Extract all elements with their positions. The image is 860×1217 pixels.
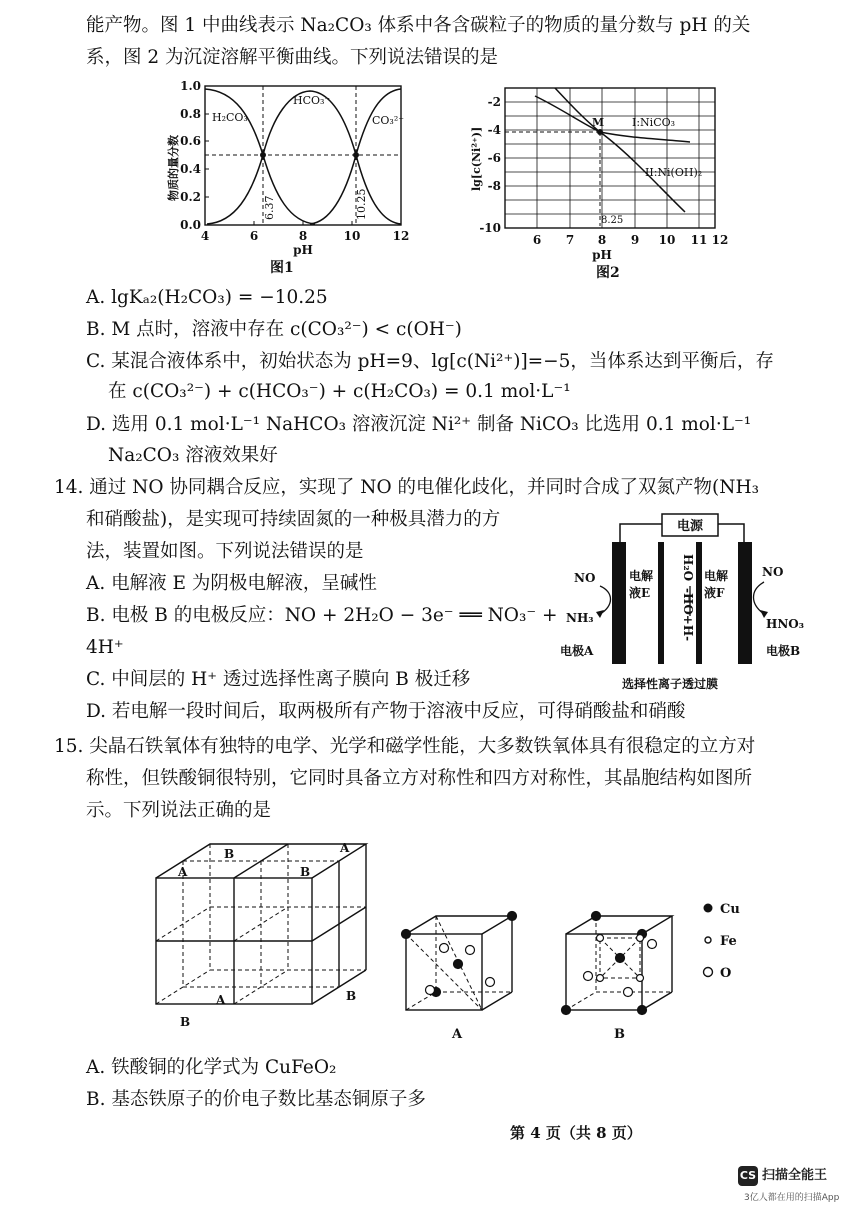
- fig2-ytick: -2: [487, 95, 501, 109]
- fig2-xtick: 11: [690, 233, 708, 247]
- fig2-xtick: 7: [565, 233, 575, 247]
- q13-option-b: B. M 点时，溶液中存在 c(CO₃²⁻) < c(OH⁻): [86, 319, 462, 340]
- q13-option-d-line2: Na₂CO₃ 溶液效果好: [108, 445, 278, 466]
- electrode-b-label: 电极B: [766, 644, 801, 658]
- q15-stem-line1: 15. 尖晶石铁氧体有独特的电学、光学和磁学性能，大多数铁氧体具有很稳定的立方对: [54, 736, 756, 757]
- no-left: NO: [574, 571, 596, 585]
- fig2-ytick: -8: [487, 179, 501, 193]
- fig1-xtick: 8: [298, 229, 308, 243]
- electrolyte-e-2: 液E: [629, 586, 651, 600]
- scanner-app-name: 扫描全能王: [762, 1168, 828, 1183]
- legend-cu: Cu: [720, 902, 740, 917]
- fig2-xtick: 10: [658, 233, 676, 247]
- fig1-ytick: 1.0: [180, 79, 201, 93]
- electrolyte-f-2: 液F: [704, 586, 725, 600]
- intro-line-2: 系，图 2 为沉淀溶解平衡曲线。下列说法错误的是: [86, 47, 499, 68]
- electrode-b: [738, 542, 752, 664]
- q13-option-a: A. lgKₐ₂(H₂CO₃) = −10.25: [86, 287, 328, 308]
- hno3-label: HNO₃: [766, 617, 805, 631]
- q13-option-c-line1: C. 某混合液体系中，初始状态为 pH=9、lg[c(Ni²⁺)]=−5，当体系达到平衡后，存: [86, 351, 774, 372]
- q13-option-d-line1: D. 选用 0.1 mol·L⁻¹ NaHCO₃ 溶液沉淀 Ni²⁺ 制备 NiCO₃ 比选用 0.1 mol·L⁻¹: [86, 414, 752, 435]
- fig1-xlabel: pH: [293, 243, 313, 257]
- figure-1-chart: [165, 76, 425, 276]
- fig1-ylabel: 物质的量分数: [167, 135, 180, 201]
- electrode-a: [612, 542, 626, 664]
- q14-option-a: A. 电解液 E 为阴极电解液，呈碱性: [86, 573, 377, 594]
- fig1-xtick: 6: [249, 229, 259, 243]
- q13-option-c-line2: 在 c(CO₃²⁻) + c(HCO₃⁻) + c(H₂CO₃) = 0.1 mol·L⁻¹: [108, 381, 571, 402]
- fig1-ytick: 0.0: [180, 218, 201, 232]
- q15-stem-line2: 称性，但铁酸铜很特别，它同时具备立方对称性和四方对称性，其晶胞结构如图所: [86, 768, 753, 789]
- q14-option-b-line1: B. 电极 B 的电极反应：NO + 2H₂O − 3e⁻ ══ NO₃⁻ +: [86, 605, 558, 626]
- scanner-tagline: 3亿人都在用的扫描App: [744, 1193, 840, 1203]
- scanner-logo-icon: CS: [738, 1166, 758, 1186]
- fig2-ylabel: lg[c(Ni²⁺)]: [470, 126, 483, 191]
- legend-o: O: [720, 966, 732, 981]
- cell-label: A: [216, 993, 226, 1007]
- legend-fe: Fe: [720, 934, 737, 949]
- electrolysis-diagram: [560, 510, 836, 700]
- q14-stem-line2: 和硝酸盐)，是实现可持续固氮的一种极具潜力的方: [86, 509, 501, 530]
- fig2-point-m: M: [592, 116, 605, 129]
- fig1-ytick: 0.4: [180, 162, 201, 176]
- cell-label: B: [224, 847, 235, 861]
- cell-label: B: [346, 989, 357, 1003]
- no-right: NO: [762, 565, 784, 579]
- figure-2-chart: [470, 76, 730, 276]
- cell-label: A: [178, 865, 188, 879]
- fig1-h2co3-label: H₂CO₃: [212, 111, 248, 124]
- fig2-xtick: 9: [630, 233, 640, 247]
- membrane-left: [658, 542, 664, 664]
- fig2-point-x-label: 8.25: [601, 215, 624, 226]
- fig2-ytick: -6: [487, 151, 501, 165]
- cell-label: A: [340, 841, 350, 855]
- q14-stem-line3: 法，装置如图。下列说法错误的是: [86, 541, 364, 562]
- nh3-label: NH₃: [566, 611, 594, 625]
- fig2-ytick: -10: [479, 221, 501, 235]
- figure-1-caption: 图1: [270, 260, 294, 276]
- fig2-xtick: 6: [532, 233, 542, 247]
- fig1-pka1-label: 6.37: [263, 195, 276, 220]
- fig1-co3-label: CO₃²⁻: [372, 114, 405, 127]
- q14-stem-line1: 14. 通过 NO 协同耦合反应，实现了 NO 的电催化歧化，并同时合成了双氮产物(NH₃: [54, 477, 759, 498]
- q15-stem-line3: 示。下列说法正确的是: [86, 800, 272, 821]
- crystal-structure-diagram: [140, 826, 760, 1046]
- fig1-hco3-label: HCO₃⁻: [293, 94, 331, 107]
- electrolyte-f-1: 电解: [704, 569, 729, 583]
- q14-option-b-line2: 4H⁺: [86, 637, 124, 658]
- legend-fe-marker: [705, 937, 711, 943]
- fig1-pka2-label: 10.25: [355, 188, 368, 220]
- fig1-xtick: 4: [200, 229, 210, 243]
- q15-option-b: B. 基态铁原子的价电子数比基态铜原子多: [86, 1089, 426, 1110]
- intro-line-1: 能产物。图 1 中曲线表示 Na₂CO₃ 体系中各含碳粒子的物质的量分数与 pH 的关: [86, 15, 751, 36]
- cell-label: B: [300, 865, 311, 879]
- q14-option-d: D. 若电解一段时间后，取两极所有产物于溶液中反应，可得硝酸盐和硝酸: [86, 701, 686, 722]
- fig1-ytick: 0.6: [180, 134, 201, 148]
- q15-option-a: A. 铁酸铜的化学式为 CuFeO₂: [86, 1057, 337, 1078]
- legend-cu-marker: [704, 904, 713, 913]
- cube-b-label: B: [614, 1027, 625, 1042]
- fig1-xtick: 10: [343, 229, 361, 243]
- page-number: 第 4 页（共 8 页）: [510, 1124, 642, 1142]
- cube-a-label: A: [452, 1027, 463, 1042]
- fig1-ytick: 0.2: [180, 190, 201, 204]
- legend-o-marker: [704, 968, 713, 977]
- fig2-series-1-label: I:NiCO₃: [632, 116, 676, 129]
- power-label: 电源: [676, 519, 704, 534]
- electrode-a-label: 电极A: [560, 644, 594, 658]
- fig2-xtick: 12: [711, 233, 729, 247]
- cell-label: B: [180, 1015, 191, 1029]
- fig2-ytick: -4: [487, 123, 501, 137]
- fig1-xtick: 12: [392, 229, 410, 243]
- fig2-series-2-label: II:Ni(OH)₂: [645, 166, 703, 179]
- membrane-label: 选择性离子透过膜: [622, 677, 719, 691]
- fig1-ytick: 0.8: [180, 107, 201, 121]
- figure-2-caption: 图2: [596, 265, 620, 281]
- electrolyte-e-1: 电解: [629, 569, 654, 583]
- center-h2o: H₂O: [681, 554, 695, 582]
- scanner-watermark: [738, 1166, 844, 1206]
- membrane-right: [696, 542, 702, 664]
- center-ions: -HO+H-: [681, 588, 695, 642]
- fig2-xtick: 8: [597, 233, 607, 247]
- q14-option-c: C. 中间层的 H⁺ 透过选择性离子膜向 B 极迁移: [86, 669, 471, 690]
- fig2-xlabel: pH: [592, 248, 612, 262]
